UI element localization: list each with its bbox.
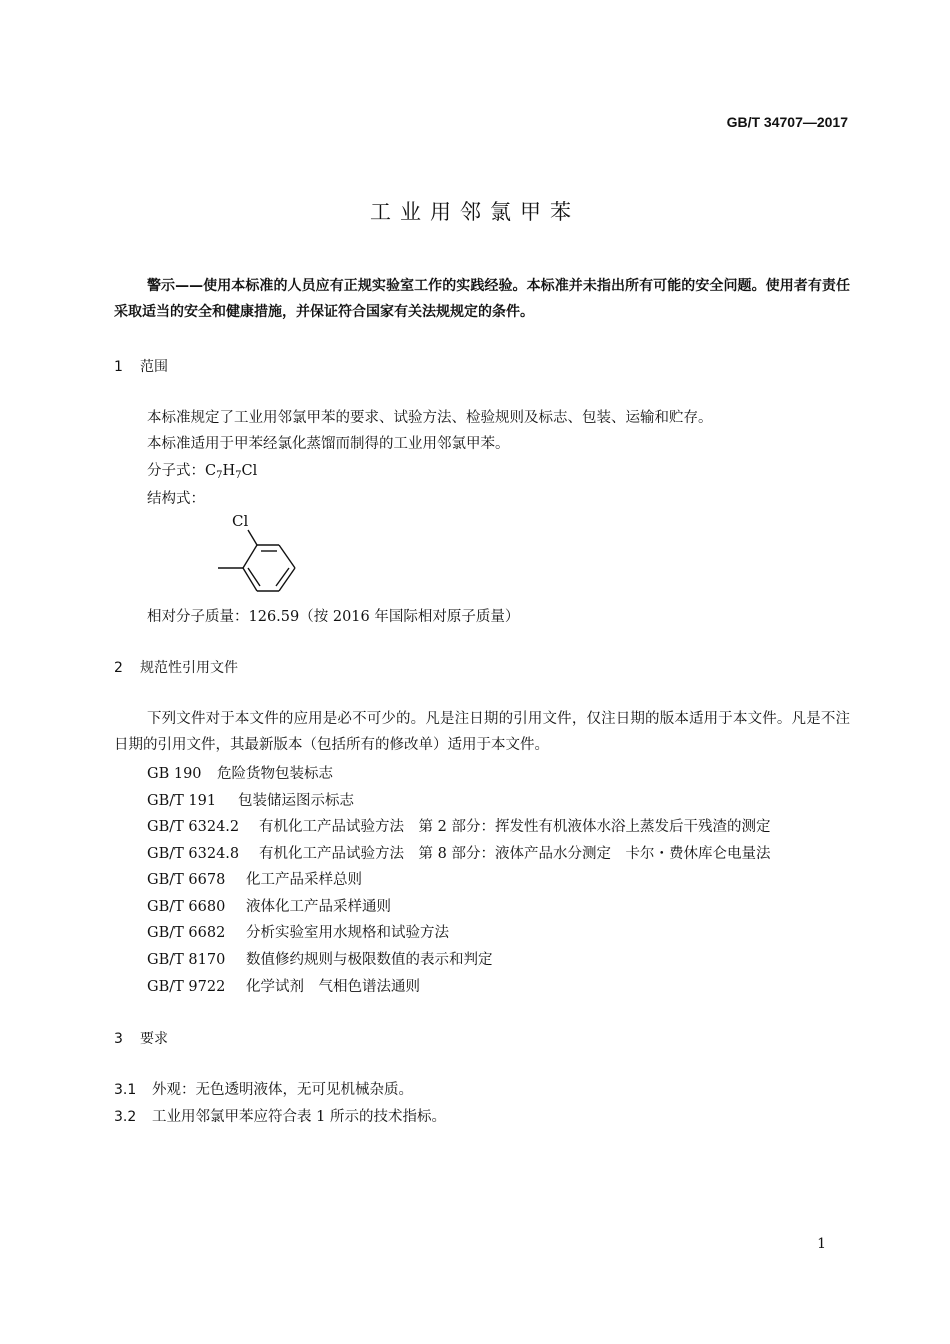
clause-number: 3.1 <box>114 1082 137 1098</box>
ring-double-bond-3 <box>248 568 260 586</box>
safety-warning: 警示——使用本标准的人员应有正规实验室工作的实践经验。本标准并未指出所有可能的安全问题。使用者有责任采取适当的安全和健康措施，并保证符合国家有关法规规定的条件。 <box>114 278 850 320</box>
reference-code: GB/T 6678 <box>147 872 226 888</box>
structural-formula <box>210 520 310 600</box>
reference-code: GB/T 6680 <box>147 899 226 915</box>
reference-title: 有机化工产品试验方法 第 8 部分：液体产品水分测定 卡尔・费休库仑电量法 <box>259 846 771 862</box>
reference-code: GB/T 6682 <box>147 925 226 941</box>
section-3-heading <box>114 1028 168 1048</box>
reference-title: 数值修约规则与极限数值的表示和判定 <box>246 952 493 968</box>
document-title: 工业用邻氯甲苯 <box>370 200 580 224</box>
reference-code: GB/T 9722 <box>147 979 226 995</box>
clause-text: 工业用邻氯甲苯应符合表 1 所示的技术指标。 <box>152 1109 446 1125</box>
reference-item <box>147 948 493 969</box>
section-2-heading <box>114 657 238 677</box>
structure-atom-label: Cl <box>232 512 249 530</box>
formula-c-sub: 7 <box>216 470 223 481</box>
structure-label: 结构式： <box>147 491 205 507</box>
section-title: 要求 <box>140 1031 168 1047</box>
formula-h: H <box>222 463 236 479</box>
section-title: 规范性引用文件 <box>140 660 238 676</box>
molecular-formula <box>147 459 257 481</box>
requirement-item <box>114 1078 413 1099</box>
reference-title: 危险货物包装标志 <box>217 766 333 782</box>
clause-number: 3.2 <box>114 1109 137 1125</box>
reference-title: 包装储运图示标志 <box>238 793 354 809</box>
reference-item <box>147 789 354 810</box>
reference-title: 分析实验室用水规格和试验方法 <box>246 925 449 941</box>
reference-code: GB 190 <box>147 766 202 782</box>
section-title: 范围 <box>140 359 168 375</box>
reference-title: 液体化工产品采样通则 <box>246 899 391 915</box>
ring-double-bond-2 <box>276 568 289 586</box>
reference-code: GB/T 8170 <box>147 952 226 968</box>
reference-title: 有机化工产品试验方法 第 2 部分：挥发性有机液体水浴上蒸发后干残渣的测定 <box>259 819 771 835</box>
formula-h-sub: 7 <box>235 470 242 481</box>
section-1-heading <box>114 356 168 376</box>
reference-item <box>147 815 770 836</box>
cl-bond <box>248 530 257 545</box>
reference-item <box>147 975 420 996</box>
page-number: 1 <box>817 1236 826 1252</box>
clause-text: 外观：无色透明液体，无可见机械杂质。 <box>152 1082 413 1098</box>
reference-code: GB/T 6324.8 <box>147 846 240 862</box>
normative-references-intro: 下列文件对于本文件的应用是必不可少的。凡是注日期的引用文件，仅注日期的版本适用于本文件。凡是不注日期的引用文件，其最新版本（包括所有的修改单）适用于本文件。 <box>114 711 850 753</box>
reference-code: GB/T 191 <box>147 793 217 809</box>
reference-title: 化学试剂 气相色谱法通则 <box>246 979 420 995</box>
scope-paragraph-2: 本标准适用于甲苯经氯化蒸馏而制得的工业用邻氯甲苯。 <box>147 436 510 452</box>
requirement-item <box>114 1105 446 1126</box>
formula-c: C <box>205 463 217 479</box>
reference-item <box>147 895 391 916</box>
formula-cl: Cl <box>241 463 258 479</box>
ring-bond-2 <box>279 545 295 568</box>
reference-item <box>147 842 770 863</box>
ring-bond-6 <box>243 545 257 568</box>
reference-item <box>147 868 362 889</box>
reference-code: GB/T 6324.2 <box>147 819 240 835</box>
relative-molecular-mass: 相对分子质量：126.59（按 2016 年国际相对原子质量） <box>147 609 520 625</box>
reference-item <box>147 762 333 783</box>
section-number: 2 <box>114 660 123 676</box>
section-number: 1 <box>114 359 123 375</box>
reference-item <box>147 921 449 942</box>
reference-title: 化工产品采样总则 <box>246 872 362 888</box>
standard-code: GB/T 34707—2017 <box>726 114 848 130</box>
section-number: 3 <box>114 1031 123 1047</box>
formula-label: 分子式： <box>147 463 205 479</box>
scope-paragraph-1: 本标准规定了工业用邻氯甲苯的要求、试验方法、检验规则及标志、包装、运输和贮存。 <box>147 410 713 426</box>
